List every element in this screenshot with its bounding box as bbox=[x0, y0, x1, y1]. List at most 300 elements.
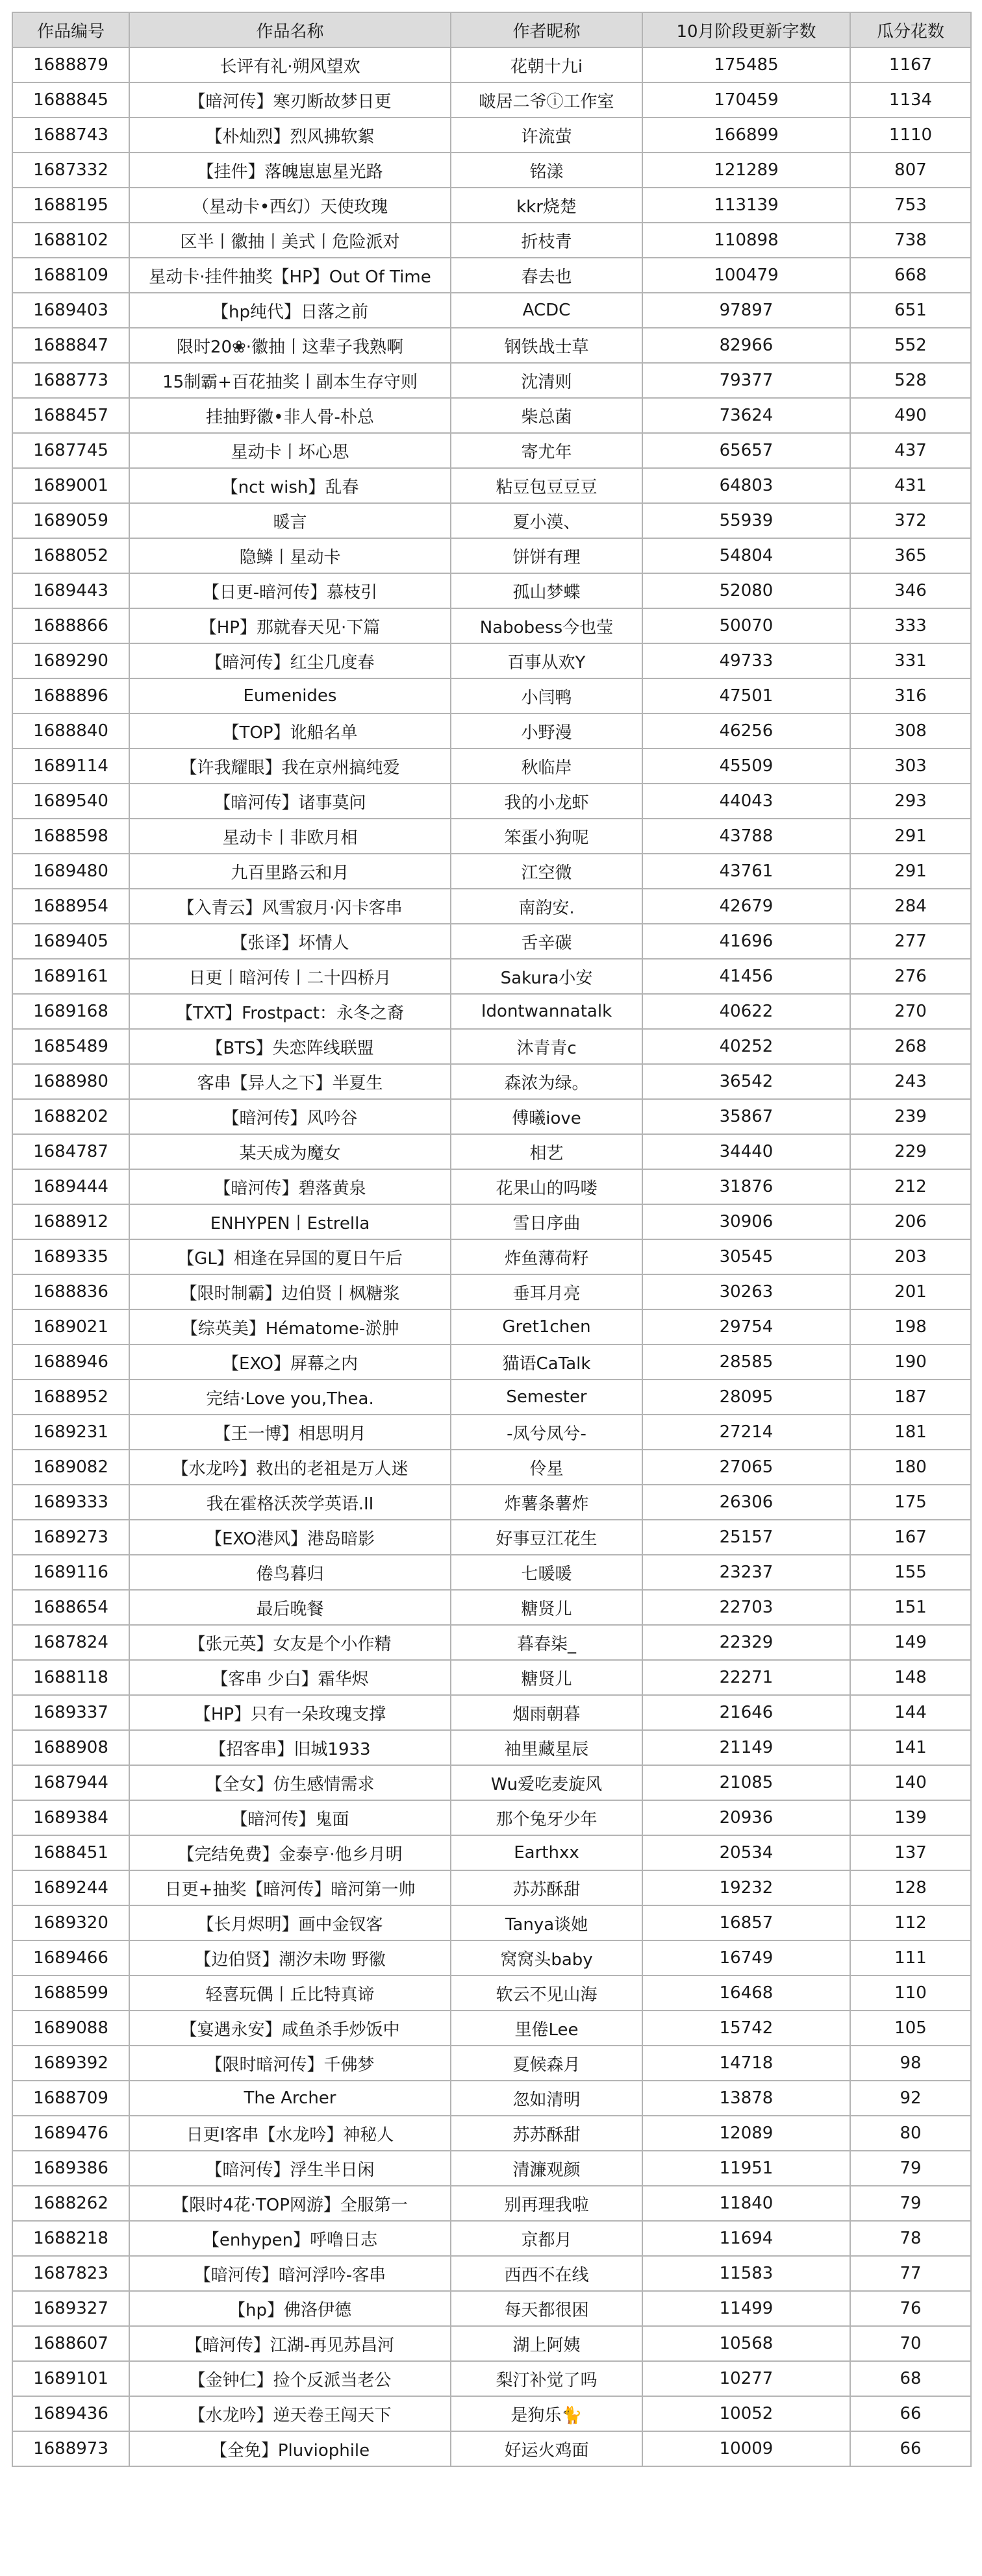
cell-work-title: 【水龙吟】逆天卷王闯天下 bbox=[129, 2396, 451, 2431]
cell-flower-count: 277 bbox=[850, 924, 971, 959]
cell-word-count: 15742 bbox=[642, 2011, 850, 2046]
cell-work-title: 日更+抽奖【暗河传】暗河第一帅 bbox=[129, 1870, 451, 1905]
cell-flower-count: 144 bbox=[850, 1695, 971, 1730]
cell-word-count: 30545 bbox=[642, 1239, 850, 1274]
cell-flower-count: 229 bbox=[850, 1134, 971, 1169]
cell-work-title: The Archer bbox=[129, 2081, 451, 2116]
cell-work-title: 【全女】仿生感情需求 bbox=[129, 1765, 451, 1800]
cell-work-id: 1689337 bbox=[12, 1695, 129, 1730]
cell-word-count: 22271 bbox=[642, 1660, 850, 1695]
header-author: 作者昵称 bbox=[451, 12, 642, 47]
cell-word-count: 54804 bbox=[642, 538, 850, 573]
cell-word-count: 23237 bbox=[642, 1555, 850, 1590]
cell-author: Sakura小安 bbox=[451, 959, 642, 994]
table-row bbox=[12, 82, 971, 118]
table-row bbox=[12, 2256, 971, 2291]
cell-word-count: 10009 bbox=[642, 2431, 850, 2466]
cell-work-title: 九百里路云和月 bbox=[129, 854, 451, 889]
cell-word-count: 12089 bbox=[642, 2116, 850, 2151]
cell-work-title: 【hp】佛洛伊德 bbox=[129, 2291, 451, 2326]
cell-author: Gret1chen bbox=[451, 1309, 642, 1344]
cell-work-id: 1689101 bbox=[12, 2361, 129, 2396]
cell-author: 苏苏酥甜 bbox=[451, 2116, 642, 2151]
cell-flower-count: 346 bbox=[850, 573, 971, 608]
cell-work-title: 【挂件】落魄崽崽星光路 bbox=[129, 153, 451, 188]
cell-word-count: 10052 bbox=[642, 2396, 850, 2431]
table-row bbox=[12, 1800, 971, 1835]
cell-flower-count: 651 bbox=[850, 293, 971, 328]
cell-author: 花朝十九i bbox=[451, 47, 642, 82]
cell-author: 好事豆江花生 bbox=[451, 1520, 642, 1555]
cell-author: 江空微 bbox=[451, 854, 642, 889]
table-row bbox=[12, 2081, 971, 2116]
cell-author: ACDC bbox=[451, 293, 642, 328]
header-row bbox=[12, 12, 971, 47]
cell-work-id: 1688866 bbox=[12, 608, 129, 643]
cell-work-title: Eumenides bbox=[129, 678, 451, 713]
table-row bbox=[12, 1520, 971, 1555]
cell-work-id: 1688908 bbox=[12, 1730, 129, 1765]
cell-flower-count: 198 bbox=[850, 1309, 971, 1344]
cell-flower-count: 293 bbox=[850, 784, 971, 819]
table-row bbox=[12, 153, 971, 188]
cell-author: 花果山的吗喽 bbox=[451, 1169, 642, 1204]
cell-word-count: 21646 bbox=[642, 1695, 850, 1730]
cell-work-id: 1688457 bbox=[12, 398, 129, 433]
cell-flower-count: 738 bbox=[850, 223, 971, 258]
cell-author: 苏苏酥甜 bbox=[451, 1870, 642, 1905]
cell-word-count: 28095 bbox=[642, 1380, 850, 1415]
cell-work-id: 1687823 bbox=[12, 2256, 129, 2291]
cell-word-count: 22703 bbox=[642, 1590, 850, 1625]
cell-author: 许流萤 bbox=[451, 118, 642, 153]
table-row bbox=[12, 1625, 971, 1660]
cell-flower-count: 111 bbox=[850, 1940, 971, 1975]
cell-work-title: 【暗河传】风吟谷 bbox=[129, 1099, 451, 1134]
cell-work-title: 【enhypen】呼噜日志 bbox=[129, 2221, 451, 2256]
cell-word-count: 97897 bbox=[642, 293, 850, 328]
cell-work-title: 【暗河传】诸事莫问 bbox=[129, 784, 451, 819]
cell-work-id: 1688598 bbox=[12, 819, 129, 854]
table-row bbox=[12, 538, 971, 573]
cell-word-count: 110898 bbox=[642, 223, 850, 258]
cell-work-id: 1688709 bbox=[12, 2081, 129, 2116]
cell-flower-count: 92 bbox=[850, 2081, 971, 2116]
cell-flower-count: 807 bbox=[850, 153, 971, 188]
cell-author: 铭漾 bbox=[451, 153, 642, 188]
cell-word-count: 11840 bbox=[642, 2186, 850, 2221]
cell-author: 糖贤儿 bbox=[451, 1660, 642, 1695]
cell-work-title: 【暗河传】红尘几度春 bbox=[129, 643, 451, 678]
cell-author: -凤兮凤兮- bbox=[451, 1415, 642, 1450]
cell-work-id: 1688109 bbox=[12, 258, 129, 293]
cell-work-title: 【全免】Pluviophile bbox=[129, 2431, 451, 2466]
cell-author: Wu爱吃麦旋风 bbox=[451, 1765, 642, 1800]
table-row bbox=[12, 2046, 971, 2081]
cell-author: 那个兔牙少年 bbox=[451, 1800, 642, 1835]
cell-work-title: 【GL】相逢在异国的夏日午后 bbox=[129, 1239, 451, 1274]
table-row bbox=[12, 994, 971, 1029]
table-row bbox=[12, 1765, 971, 1800]
table-row bbox=[12, 1485, 971, 1520]
cell-word-count: 16857 bbox=[642, 1905, 850, 1940]
cell-author: 秋临岸 bbox=[451, 749, 642, 784]
table-row bbox=[12, 1344, 971, 1380]
cell-word-count: 55939 bbox=[642, 503, 850, 538]
table-row bbox=[12, 1309, 971, 1344]
cell-author: 沐青青c bbox=[451, 1029, 642, 1064]
cell-work-id: 1688847 bbox=[12, 328, 129, 363]
cell-flower-count: 79 bbox=[850, 2186, 971, 2221]
cell-word-count: 82966 bbox=[642, 328, 850, 363]
cell-work-id: 1689327 bbox=[12, 2291, 129, 2326]
cell-work-id: 1688052 bbox=[12, 538, 129, 573]
table-row bbox=[12, 2011, 971, 2046]
cell-work-id: 1688118 bbox=[12, 1660, 129, 1695]
cell-work-title: 【暗河传】浮生半日闲 bbox=[129, 2151, 451, 2186]
cell-author: 孤山梦蝶 bbox=[451, 573, 642, 608]
cell-work-id: 1688195 bbox=[12, 188, 129, 223]
cell-author: 小闫鸭 bbox=[451, 678, 642, 713]
cell-work-title: （星动卡•西幻）天使玫瑰 bbox=[129, 188, 451, 223]
cell-work-title: 轻喜玩偶丨丘比特真谛 bbox=[129, 1975, 451, 2011]
cell-word-count: 30906 bbox=[642, 1204, 850, 1239]
table-row bbox=[12, 118, 971, 153]
cell-word-count: 29754 bbox=[642, 1309, 850, 1344]
cell-author: 湖上阿姨 bbox=[451, 2326, 642, 2361]
cell-word-count: 65657 bbox=[642, 433, 850, 468]
cell-work-title: 【综英美】Hématome-淤肿 bbox=[129, 1309, 451, 1344]
cell-work-title: 【EXO港风】港岛暗影 bbox=[129, 1520, 451, 1555]
cell-author: 好运火鸡面 bbox=[451, 2431, 642, 2466]
cell-flower-count: 151 bbox=[850, 1590, 971, 1625]
cell-work-title: 暖言 bbox=[129, 503, 451, 538]
cell-work-id: 1689244 bbox=[12, 1870, 129, 1905]
cell-flower-count: 668 bbox=[850, 258, 971, 293]
table-row bbox=[12, 2396, 971, 2431]
cell-author: Nabobess今也莹 bbox=[451, 608, 642, 643]
table-row bbox=[12, 854, 971, 889]
cell-work-id: 1689540 bbox=[12, 784, 129, 819]
cell-work-title: 日更I客串【水龙吟】神秘人 bbox=[129, 2116, 451, 2151]
table-row bbox=[12, 889, 971, 924]
cell-flower-count: 243 bbox=[850, 1064, 971, 1099]
table-row bbox=[12, 1239, 971, 1274]
cell-work-title: 【限时4花·TOP网游】全服第一 bbox=[129, 2186, 451, 2221]
cell-flower-count: 276 bbox=[850, 959, 971, 994]
cell-author: 炸鱼薄荷籽 bbox=[451, 1239, 642, 1274]
cell-word-count: 73624 bbox=[642, 398, 850, 433]
cell-word-count: 44043 bbox=[642, 784, 850, 819]
table-row bbox=[12, 258, 971, 293]
cell-author: 炸薯条薯炸 bbox=[451, 1485, 642, 1520]
table-row bbox=[12, 1029, 971, 1064]
header-word-count: 10月阶段更新字数 bbox=[642, 12, 850, 47]
cell-word-count: 34440 bbox=[642, 1134, 850, 1169]
cell-work-id: 1689231 bbox=[12, 1415, 129, 1450]
cell-work-id: 1689480 bbox=[12, 854, 129, 889]
cell-word-count: 16749 bbox=[642, 1940, 850, 1975]
cell-work-title: 【许我耀眼】我在京州搞纯爱 bbox=[129, 749, 451, 784]
cell-work-id: 1688980 bbox=[12, 1064, 129, 1099]
table-row bbox=[12, 223, 971, 258]
table-row bbox=[12, 328, 971, 363]
cell-work-id: 1689001 bbox=[12, 468, 129, 503]
cell-work-id: 1687944 bbox=[12, 1765, 129, 1800]
cell-work-title: 【宴遇永安】咸鱼杀手炒饭中 bbox=[129, 2011, 451, 2046]
cell-flower-count: 291 bbox=[850, 819, 971, 854]
cell-work-id: 1688912 bbox=[12, 1204, 129, 1239]
table-row bbox=[12, 2431, 971, 2466]
cell-work-title: 【暗河传】碧落黄泉 bbox=[129, 1169, 451, 1204]
cell-author: 垂耳月亮 bbox=[451, 1274, 642, 1309]
cell-flower-count: 110 bbox=[850, 1975, 971, 2011]
cell-word-count: 11951 bbox=[642, 2151, 850, 2186]
cell-author: 傅曦iove bbox=[451, 1099, 642, 1134]
cell-flower-count: 141 bbox=[850, 1730, 971, 1765]
cell-work-id: 1688952 bbox=[12, 1380, 129, 1415]
cell-work-id: 1689436 bbox=[12, 2396, 129, 2431]
cell-word-count: 50070 bbox=[642, 608, 850, 643]
table-row bbox=[12, 1134, 971, 1169]
cell-flower-count: 206 bbox=[850, 1204, 971, 1239]
table-row bbox=[12, 643, 971, 678]
cell-flower-count: 203 bbox=[850, 1239, 971, 1274]
cell-flower-count: 372 bbox=[850, 503, 971, 538]
cell-work-title: 【入青云】风雪寂月·闪卡客串 bbox=[129, 889, 451, 924]
cell-work-id: 1689168 bbox=[12, 994, 129, 1029]
cell-word-count: 11583 bbox=[642, 2256, 850, 2291]
cell-word-count: 10568 bbox=[642, 2326, 850, 2361]
cell-work-title: 【hp纯代】日落之前 bbox=[129, 293, 451, 328]
cell-author: 春去也 bbox=[451, 258, 642, 293]
cell-work-title: 【暗河传】暗河浮吟-客串 bbox=[129, 2256, 451, 2291]
cell-work-title: 我在霍格沃茨学英语.II bbox=[129, 1485, 451, 1520]
table-row bbox=[12, 468, 971, 503]
cell-word-count: 21085 bbox=[642, 1765, 850, 1800]
cell-work-title: 星动卡丨非欧月相 bbox=[129, 819, 451, 854]
cell-word-count: 14718 bbox=[642, 2046, 850, 2081]
table-row bbox=[12, 1555, 971, 1590]
cell-word-count: 27065 bbox=[642, 1450, 850, 1485]
cell-flower-count: 187 bbox=[850, 1380, 971, 1415]
cell-word-count: 40252 bbox=[642, 1029, 850, 1064]
cell-work-title: 区半丨徽抽丨美式丨危险派对 bbox=[129, 223, 451, 258]
cell-flower-count: 128 bbox=[850, 1870, 971, 1905]
cell-work-title: 倦鸟暮归 bbox=[129, 1555, 451, 1590]
cell-word-count: 52080 bbox=[642, 573, 850, 608]
table-body bbox=[12, 47, 971, 2466]
cell-work-id: 1689088 bbox=[12, 2011, 129, 2046]
cell-flower-count: 149 bbox=[850, 1625, 971, 1660]
cell-author: Idontwannatalk bbox=[451, 994, 642, 1029]
cell-author: 七暖暖 bbox=[451, 1555, 642, 1590]
table-row bbox=[12, 1905, 971, 1940]
cell-work-title: 星动卡·挂件抽奖【HP】Out Of Time bbox=[129, 258, 451, 293]
cell-work-id: 1688773 bbox=[12, 363, 129, 398]
cell-word-count: 10277 bbox=[642, 2361, 850, 2396]
cell-author: 梨汀补觉了吗 bbox=[451, 2361, 642, 2396]
cell-author: 糖贤儿 bbox=[451, 1590, 642, 1625]
cell-work-id: 1689476 bbox=[12, 2116, 129, 2151]
cell-work-title: 【水龙吟】救出的老祖是万人迷 bbox=[129, 1450, 451, 1485]
cell-work-id: 1689273 bbox=[12, 1520, 129, 1555]
cell-flower-count: 239 bbox=[850, 1099, 971, 1134]
cell-author: 相艺 bbox=[451, 1134, 642, 1169]
cell-work-id: 1689392 bbox=[12, 2046, 129, 2081]
cell-work-title: 【边伯贤】潮汐未吻 野徽 bbox=[129, 1940, 451, 1975]
cell-flower-count: 76 bbox=[850, 2291, 971, 2326]
header-flower-count: 瓜分花数 bbox=[850, 12, 971, 47]
cell-work-id: 1689444 bbox=[12, 1169, 129, 1204]
cell-author: 伶星 bbox=[451, 1450, 642, 1485]
cell-work-title: 【限时制霸】边伯贤丨枫糖浆 bbox=[129, 1274, 451, 1309]
cell-word-count: 20936 bbox=[642, 1800, 850, 1835]
cell-work-title: ENHYPEN丨Estrella bbox=[129, 1204, 451, 1239]
cell-work-title: 【TXT】Frostpact：永冬之裔 bbox=[129, 994, 451, 1029]
cell-work-title: 【客串 少白】霜华烬 bbox=[129, 1660, 451, 1695]
table-row bbox=[12, 959, 971, 994]
cell-flower-count: 365 bbox=[850, 538, 971, 573]
cell-word-count: 20534 bbox=[642, 1835, 850, 1870]
cell-flower-count: 190 bbox=[850, 1344, 971, 1380]
table-row bbox=[12, 608, 971, 643]
cell-work-id: 1687332 bbox=[12, 153, 129, 188]
cell-work-id: 1688946 bbox=[12, 1344, 129, 1380]
table-row bbox=[12, 1380, 971, 1415]
cell-flower-count: 105 bbox=[850, 2011, 971, 2046]
cell-author: 忽如清明 bbox=[451, 2081, 642, 2116]
cell-work-id: 1688262 bbox=[12, 2186, 129, 2221]
cell-word-count: 49733 bbox=[642, 643, 850, 678]
table-row bbox=[12, 503, 971, 538]
cell-work-id: 1688451 bbox=[12, 1835, 129, 1870]
cell-word-count: 175485 bbox=[642, 47, 850, 82]
cell-flower-count: 552 bbox=[850, 328, 971, 363]
cell-flower-count: 78 bbox=[850, 2221, 971, 2256]
cell-author: 夏候森月 bbox=[451, 2046, 642, 2081]
cell-author: 饼饼有理 bbox=[451, 538, 642, 573]
cell-work-id: 1689082 bbox=[12, 1450, 129, 1485]
cell-author: 京都月 bbox=[451, 2221, 642, 2256]
cell-author: 软云不见山海 bbox=[451, 1975, 642, 2011]
cell-flower-count: 175 bbox=[850, 1485, 971, 1520]
cell-flower-count: 308 bbox=[850, 713, 971, 749]
cell-work-title: 最后晚餐 bbox=[129, 1590, 451, 1625]
table-row bbox=[12, 2291, 971, 2326]
table-row bbox=[12, 1870, 971, 1905]
cell-flower-count: 431 bbox=[850, 468, 971, 503]
cell-flower-count: 98 bbox=[850, 2046, 971, 2081]
table-row bbox=[12, 2221, 971, 2256]
cell-work-id: 1688607 bbox=[12, 2326, 129, 2361]
table-row bbox=[12, 2326, 971, 2361]
cell-word-count: 41696 bbox=[642, 924, 850, 959]
cell-work-title: 【HP】那就春天见·下篇 bbox=[129, 608, 451, 643]
cell-flower-count: 490 bbox=[850, 398, 971, 433]
table-row bbox=[12, 47, 971, 82]
cell-work-title: 【日更-暗河传】慕枝引 bbox=[129, 573, 451, 608]
table-row bbox=[12, 749, 971, 784]
cell-work-title: 星动卡丨坏心思 bbox=[129, 433, 451, 468]
cell-author: kkr烧楚 bbox=[451, 188, 642, 223]
cell-word-count: 28585 bbox=[642, 1344, 850, 1380]
table-row bbox=[12, 1099, 971, 1134]
cell-work-id: 1688973 bbox=[12, 2431, 129, 2466]
cell-work-title: 日更丨暗河传丨二十四桥月 bbox=[129, 959, 451, 994]
cell-work-id: 1689116 bbox=[12, 1555, 129, 1590]
cell-work-id: 1688840 bbox=[12, 713, 129, 749]
cell-work-title: 【EXO】屏幕之内 bbox=[129, 1344, 451, 1380]
data-sheet bbox=[12, 12, 970, 2467]
cell-author: 沈清则 bbox=[451, 363, 642, 398]
cell-author: 钢铁战士草 bbox=[451, 328, 642, 363]
cell-author: 西西不在线 bbox=[451, 2256, 642, 2291]
cell-work-title: 【nct wish】乱春 bbox=[129, 468, 451, 503]
cell-flower-count: 148 bbox=[850, 1660, 971, 1695]
cell-author: 啵居二爷ⓘ工作室 bbox=[451, 82, 642, 118]
cell-work-id: 1689405 bbox=[12, 924, 129, 959]
cell-word-count: 41456 bbox=[642, 959, 850, 994]
cell-work-title: 【张译】坏情人 bbox=[129, 924, 451, 959]
cell-author: 猫语CaTalk bbox=[451, 1344, 642, 1380]
cell-flower-count: 1110 bbox=[850, 118, 971, 153]
cell-work-id: 1688102 bbox=[12, 223, 129, 258]
cell-author: 夏小漠、 bbox=[451, 503, 642, 538]
cell-word-count: 46256 bbox=[642, 713, 850, 749]
table-row bbox=[12, 713, 971, 749]
cell-word-count: 25157 bbox=[642, 1520, 850, 1555]
cell-work-title: 【TOP】讹船名单 bbox=[129, 713, 451, 749]
cell-work-id: 1688845 bbox=[12, 82, 129, 118]
cell-author: 别再理我啦 bbox=[451, 2186, 642, 2221]
cell-word-count: 16468 bbox=[642, 1975, 850, 2011]
cell-work-id: 1689333 bbox=[12, 1485, 129, 1520]
cell-work-id: 1688896 bbox=[12, 678, 129, 713]
cell-work-id: 1689161 bbox=[12, 959, 129, 994]
cell-flower-count: 140 bbox=[850, 1765, 971, 1800]
cell-work-id: 1689021 bbox=[12, 1309, 129, 1344]
cell-work-id: 1685489 bbox=[12, 1029, 129, 1064]
cell-work-id: 1687824 bbox=[12, 1625, 129, 1660]
cell-work-id: 1689466 bbox=[12, 1940, 129, 1975]
cell-flower-count: 180 bbox=[850, 1450, 971, 1485]
cell-work-id: 1688836 bbox=[12, 1274, 129, 1309]
cell-work-id: 1689384 bbox=[12, 1800, 129, 1835]
cell-author: 雪日序曲 bbox=[451, 1204, 642, 1239]
cell-flower-count: 66 bbox=[850, 2396, 971, 2431]
cell-flower-count: 333 bbox=[850, 608, 971, 643]
table-row bbox=[12, 784, 971, 819]
cell-author: 窝窝头baby bbox=[451, 1940, 642, 1975]
cell-work-id: 1689320 bbox=[12, 1905, 129, 1940]
cell-flower-count: 155 bbox=[850, 1555, 971, 1590]
cell-flower-count: 268 bbox=[850, 1029, 971, 1064]
table-row bbox=[12, 188, 971, 223]
cell-flower-count: 528 bbox=[850, 363, 971, 398]
cell-flower-count: 139 bbox=[850, 1800, 971, 1835]
cell-flower-count: 112 bbox=[850, 1905, 971, 1940]
ranking-table bbox=[12, 12, 972, 2467]
table-row bbox=[12, 573, 971, 608]
cell-word-count: 43788 bbox=[642, 819, 850, 854]
table-row bbox=[12, 398, 971, 433]
cell-author: 清濂观颜 bbox=[451, 2151, 642, 2186]
cell-word-count: 35867 bbox=[642, 1099, 850, 1134]
cell-work-title: 【朴灿烈】烈风拂软絮 bbox=[129, 118, 451, 153]
cell-flower-count: 753 bbox=[850, 188, 971, 223]
cell-work-id: 1689443 bbox=[12, 573, 129, 608]
